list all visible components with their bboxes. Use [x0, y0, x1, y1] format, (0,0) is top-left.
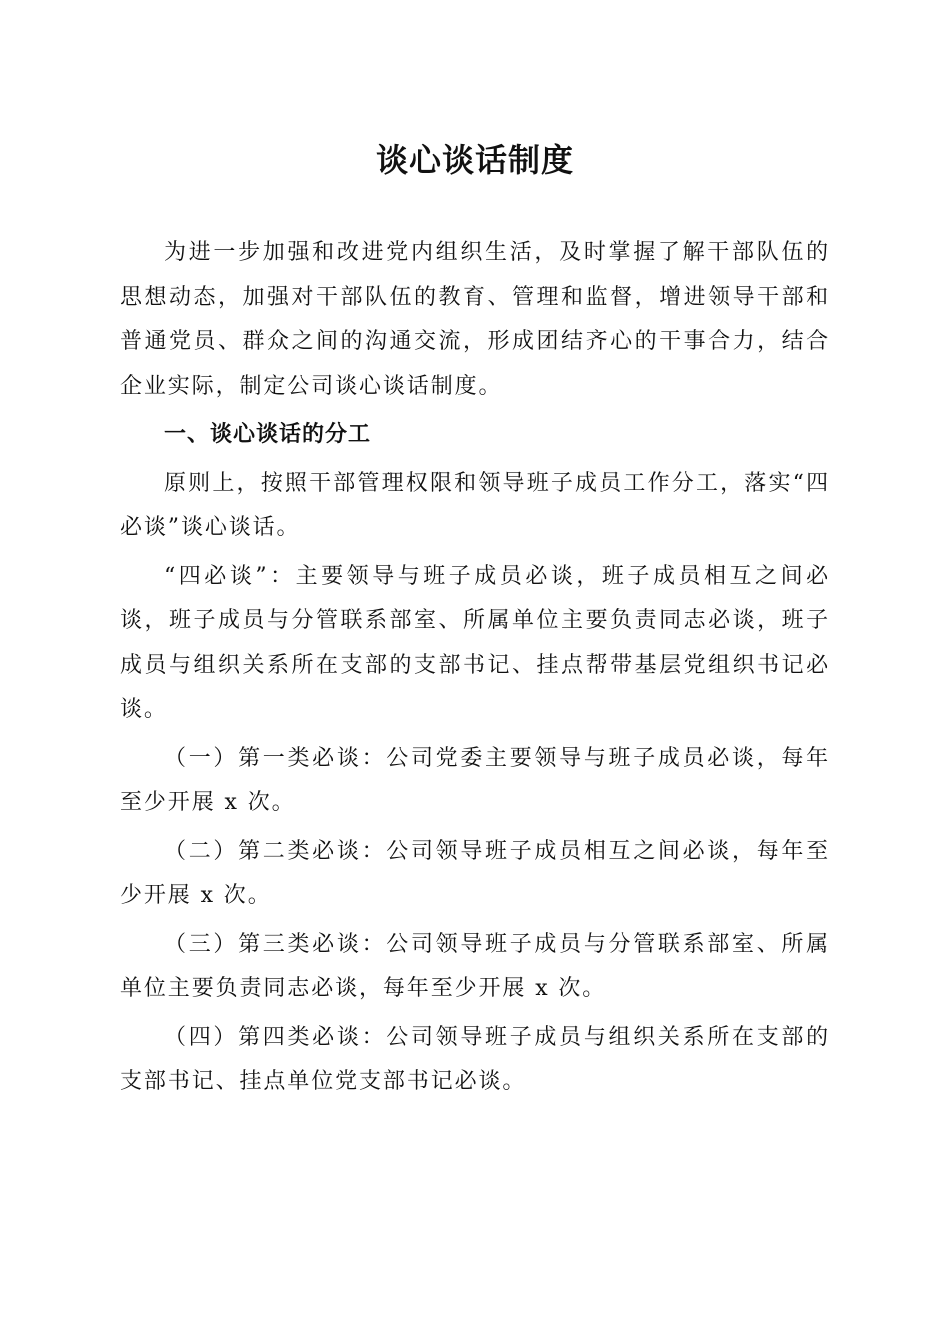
- document-title: 谈心谈话制度: [375, 141, 574, 179]
- category-three-paragraph: （三）第三类必谈：公司领导班子成员与分管联系部室、所属单位主要负责同志必谈，每年至少开展 x 次。: [120, 931, 830, 1001]
- four-talks-paragraph: “四必谈”：主要领导与班子成员必谈，班子成员相互之间必谈，班子成员与分管联系部室、所属单位主要负责同志必谈，班子成员与组织关系所在支部的支部书记、挂点帮带基层党组织书记必谈。: [120, 563, 830, 722]
- category-four-paragraph: （四）第四类必谈：公司领导班子成员与组织关系所在支部的支部书记、挂点单位党支部书记必谈。: [120, 1024, 830, 1094]
- document-body: [120, 231, 830, 1109]
- principle-paragraph: 原则上，按照干部管理权限和领导班子成员工作分工，落实“四必谈”谈心谈话。: [120, 470, 830, 540]
- category-two-paragraph: （二）第二类必谈：公司领导班子成员相互之间必谈，每年至少开展 x 次。: [120, 838, 830, 908]
- intro-paragraph: 为进一步加强和改进党内组织生活，及时掌握了解干部队伍的思想动态，加强对干部队伍的教育、管理和监督，增进领导干部和普通党员、群众之间的沟通交流，形成团结齐心的干事合力，结合企业实际，制定公司谈心谈话制度。: [120, 240, 830, 399]
- category-one-paragraph: （一）第一类必谈：公司党委主要领导与班子成员必谈，每年至少开展 x 次。: [120, 745, 830, 815]
- section-heading: 一、谈心谈话的分工: [164, 422, 372, 447]
